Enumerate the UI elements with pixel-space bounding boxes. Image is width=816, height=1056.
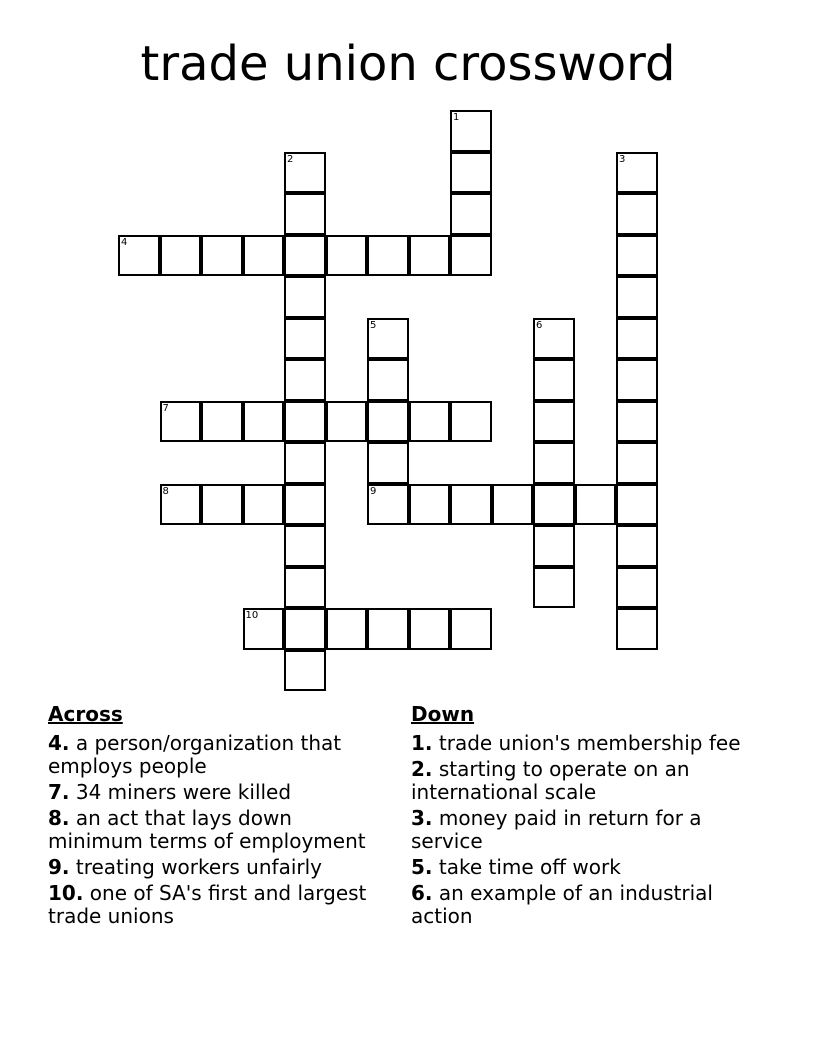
- grid-cell[interactable]: [284, 359, 326, 401]
- clue-number: 4.: [48, 731, 70, 755]
- clue-number: 2.: [411, 757, 433, 781]
- clue-text: 34 miners were killed: [75, 780, 292, 804]
- grid-cell[interactable]: [284, 484, 326, 526]
- grid-cell[interactable]: [284, 276, 326, 318]
- grid-cell[interactable]: [492, 484, 534, 526]
- grid-cell[interactable]: [450, 401, 492, 443]
- grid-cell[interactable]: [575, 484, 617, 526]
- clue-down-1: [411, 732, 751, 755]
- grid-cell[interactable]: [367, 484, 409, 526]
- clue-number-label: 10: [245, 610, 259, 621]
- clue-number-label: 6: [536, 319, 543, 331]
- grid-cell[interactable]: [616, 193, 658, 235]
- clue-number: 10.: [48, 881, 84, 905]
- grid-cell[interactable]: [450, 484, 492, 526]
- grid-cell[interactable]: [243, 401, 285, 443]
- grid-cell[interactable]: [409, 608, 451, 650]
- clue-text: treating workers unfairly: [75, 855, 322, 879]
- clue-number-label: 2: [287, 153, 294, 165]
- grid-cell[interactable]: [616, 235, 658, 277]
- grid-cell[interactable]: [243, 608, 285, 650]
- grid-cell[interactable]: [616, 567, 658, 609]
- grid-cell[interactable]: [367, 401, 409, 443]
- clue-down-6: [411, 882, 751, 928]
- clue-number-label: 4: [121, 236, 128, 248]
- grid-cell[interactable]: [326, 401, 368, 443]
- clue-number-label: 9: [370, 485, 377, 497]
- grid-cell[interactable]: [284, 318, 326, 360]
- grid-cell[interactable]: [616, 401, 658, 443]
- clue-text: money paid in return for a service: [411, 806, 702, 853]
- clue-text: starting to operate on an international scale: [411, 757, 690, 804]
- clue-across-8: [48, 807, 393, 853]
- clue-down-5: [411, 856, 751, 879]
- grid-cell[interactable]: [533, 318, 575, 360]
- grid-cell[interactable]: [367, 359, 409, 401]
- clue-down-3: [411, 807, 751, 853]
- grid-cell[interactable]: [284, 193, 326, 235]
- clue-number-label: 7: [162, 402, 169, 414]
- grid-cell[interactable]: [616, 442, 658, 484]
- clue-across-7: [48, 781, 393, 804]
- grid-cell[interactable]: [616, 525, 658, 567]
- grid-cell[interactable]: [284, 608, 326, 650]
- grid-cell[interactable]: [450, 608, 492, 650]
- grid-cell[interactable]: [616, 276, 658, 318]
- grid-cell[interactable]: [367, 442, 409, 484]
- grid-cell[interactable]: [533, 525, 575, 567]
- grid-cell[interactable]: [533, 484, 575, 526]
- clue-number: 7.: [48, 780, 70, 804]
- grid-cell[interactable]: [616, 359, 658, 401]
- grid-cell[interactable]: [409, 235, 451, 277]
- grid-cell[interactable]: [118, 235, 160, 277]
- grid-cell[interactable]: [284, 567, 326, 609]
- grid-cell[interactable]: [616, 608, 658, 650]
- grid-cell[interactable]: [533, 401, 575, 443]
- grid-cell[interactable]: [367, 318, 409, 360]
- down-clues: [411, 702, 751, 931]
- clue-number: 3.: [411, 806, 433, 830]
- grid-cell[interactable]: [201, 484, 243, 526]
- clue-across-9: [48, 856, 393, 879]
- grid-cell[interactable]: [326, 608, 368, 650]
- page-title: trade union crossword: [140, 36, 676, 92]
- grid-cell[interactable]: [616, 484, 658, 526]
- clue-number: 8.: [48, 806, 70, 830]
- grid-cell[interactable]: [450, 110, 492, 152]
- grid-cell[interactable]: [160, 401, 202, 443]
- grid-cell[interactable]: [367, 235, 409, 277]
- grid-cell[interactable]: [533, 442, 575, 484]
- grid-cell[interactable]: [326, 235, 368, 277]
- grid-cell[interactable]: [160, 235, 202, 277]
- clue-number-label: 8: [162, 485, 169, 497]
- grid-cell[interactable]: [284, 650, 326, 692]
- grid-cell[interactable]: [284, 401, 326, 443]
- clue-number: 6.: [411, 881, 433, 905]
- across-heading: Across: [48, 702, 123, 726]
- grid-cell[interactable]: [450, 152, 492, 194]
- grid-cell[interactable]: [533, 359, 575, 401]
- grid-cell[interactable]: [616, 318, 658, 360]
- clue-across-4: [48, 732, 393, 778]
- grid-cell[interactable]: [243, 484, 285, 526]
- clue-down-2: [411, 758, 751, 804]
- grid-cell[interactable]: [243, 235, 285, 277]
- grid-cell[interactable]: [284, 235, 326, 277]
- across-clues: [48, 702, 393, 931]
- clue-text: take time off work: [438, 855, 621, 879]
- grid-cell[interactable]: [160, 484, 202, 526]
- clue-text: an act that lays down minimum terms of employment: [48, 806, 366, 853]
- grid-cell[interactable]: [533, 567, 575, 609]
- clue-number: 1.: [411, 731, 433, 755]
- down-heading: Down: [411, 702, 475, 726]
- clue-number-label: 1: [453, 112, 460, 123]
- clue-number: 5.: [411, 855, 433, 879]
- grid-cell[interactable]: [201, 401, 243, 443]
- grid-cell[interactable]: [450, 193, 492, 235]
- clue-number-label: 5: [370, 319, 377, 331]
- clue-number-label: 3: [619, 153, 626, 165]
- clue-across-10: [48, 882, 393, 928]
- grid-cell[interactable]: [201, 235, 243, 277]
- grid-cell[interactable]: [409, 484, 451, 526]
- grid-cell[interactable]: [284, 152, 326, 194]
- clue-number: 9.: [48, 855, 70, 879]
- grid-cell[interactable]: [616, 152, 658, 194]
- clue-text: trade union's membership fee: [438, 731, 741, 755]
- grid-cell[interactable]: [284, 442, 326, 484]
- grid-cell[interactable]: [450, 235, 492, 277]
- grid-cell[interactable]: [284, 525, 326, 567]
- grid-cell[interactable]: [367, 608, 409, 650]
- clue-text: an example of an industrial action: [411, 881, 713, 928]
- clue-text: one of SA's first and largest trade unions: [48, 881, 367, 928]
- clue-text: a person/organization that employs people: [48, 731, 342, 778]
- grid-cell[interactable]: [409, 401, 451, 443]
